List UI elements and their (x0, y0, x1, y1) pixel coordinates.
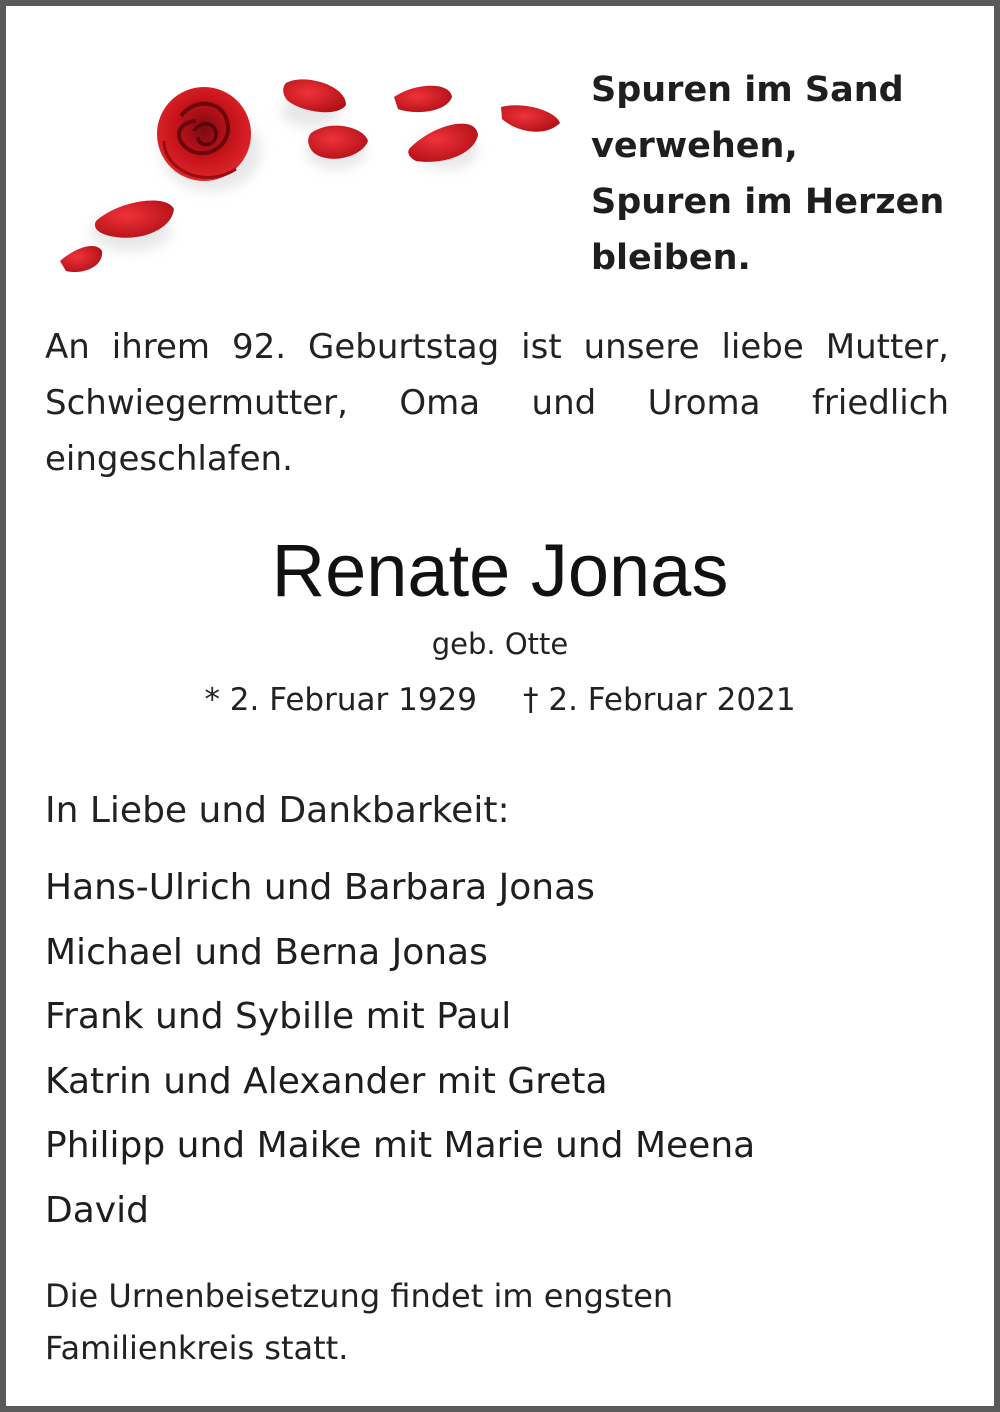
burial-notice (45, 1270, 673, 1374)
birth-date: * 2. Februar 1929 (204, 682, 477, 718)
motto-line: Spuren im Sand (591, 70, 904, 110)
deceased-name: Renate Jonas (271, 529, 729, 612)
family-member: David (45, 1189, 149, 1231)
petal-icon (394, 86, 452, 112)
family-member: Katrin und Alexander mit Greta (45, 1060, 608, 1102)
petal-icon (60, 246, 102, 272)
family-member: Hans-Ulrich und Barbara Jonas (45, 867, 595, 908)
thanks-heading: In Liebe und Dankbarkeit: (45, 790, 510, 831)
motto-verse (591, 62, 981, 286)
motto-line: verwehen, (591, 126, 798, 166)
rose-petals-image (46, 61, 586, 301)
obituary-card (6, 6, 994, 1406)
family-list (45, 856, 755, 1243)
notice-line: Die Urnenbeisetzung findet im engsten (45, 1277, 674, 1315)
intro-text: An ihrem 92. Geburtstag ist unsere liebe Mutter, Schwiegermutter, Oma und Uroma friedlich eingeschlafen. (45, 327, 949, 479)
life-dates (6, 676, 994, 724)
family-member: Michael und Berna Jonas (45, 931, 488, 973)
rose-icon (157, 87, 251, 181)
death-date: † 2. Februar 2021 (523, 682, 796, 718)
family-member: Philipp und Maike mit Marie und Meena (45, 1125, 756, 1166)
notice-line: Familienkreis statt. (45, 1329, 349, 1367)
family-member: Frank und Sybille mit Paul (45, 996, 512, 1037)
motto-line: bleiben. (591, 238, 751, 278)
petal-icon (501, 105, 560, 132)
maiden-name: geb. Otte (431, 627, 569, 661)
motto-line: Spuren im Herzen (591, 182, 945, 222)
